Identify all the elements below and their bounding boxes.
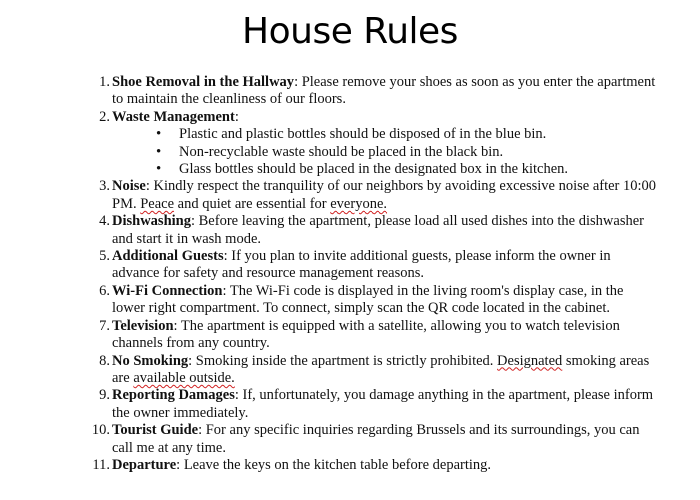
rule-number: 4 . [86,213,110,230]
rule-heading: Television [112,317,174,334]
spellcheck-word: Designated [497,352,563,369]
rule-text-cont: smoking areas are [112,352,650,386]
rule-heading: Waste Management [112,108,235,125]
rule-heading: Wi-Fi Connection [112,282,223,299]
rule-number: 8 . [86,353,110,370]
rule-departure [0,457,700,474]
rule-text: : Kindly respect the tranquility of our neighbors by avoiding excessive noise after 10:00 PM. [112,178,657,212]
bullet-item: • Glass bottles should be placed in the designated box in the kitchen. [112,161,660,178]
rule-heading: Shoe Removal in the Hallway [112,74,295,90]
rule-wifi-connection [0,283,700,318]
rule-tourist-guide [0,422,700,457]
rule-heading: Tourist Guide [112,422,199,439]
rule-number: 9 . [86,387,110,404]
rule-heading: Reporting Damages [112,387,235,404]
rule-number: 7 . [86,318,110,335]
rule-text: : Leave the keys on the kitchen table before departing. [176,456,492,473]
rule-waste-management [0,109,700,179]
rule-dishwashing [0,213,700,248]
rule-number: 3 . [86,178,110,195]
rule-no-smoking [0,353,700,388]
waste-bullet-list [112,126,660,178]
rule-heading: Dishwashing [112,213,191,230]
rules-list [0,74,700,474]
rule-text: : [234,108,239,125]
rule-heading: No Smoking [112,352,189,369]
rule-noise [0,178,700,213]
rule-number: 5 . [86,248,110,265]
rule-number: 10 . [82,422,110,439]
rule-heading: Noise [112,178,146,195]
rule-text: : Please remove your shoes as soon as you enter the apartment to maintain the cleanliness of our floors. [112,74,656,108]
rule-text: : If you plan to invite additional guests, please inform the owner in advance for safety and resource management reasons. [112,248,611,282]
rule-text: : Smoking inside the apartment is strictly prohibited. [188,352,498,369]
spellcheck-word: available outside. [133,369,235,386]
rule-text: : If, unfortunately, you damage anything in the apartment, please inform the owner immediately. [112,387,654,421]
rule-text: : For any specific inquiries regarding Brussels and its surroundings, you can call me at any time. [112,422,640,456]
rule-text: : Before leaving the apartment, please load all used dishes into the dishwasher and start it in wash mode. [112,213,644,247]
rule-shoe-removal [0,74,700,109]
rule-additional-guests [0,248,700,283]
page-title: House Rules [242,11,458,52]
rule-text: : The Wi-Fi code is displayed in the living room's display case, in the lower right compartment. To connect, simply scan the QR code located in the cabinet. [112,282,624,317]
rule-text: : The apartment is equipped with a satellite, allowing you to watch television channels from any country. [112,317,620,352]
spellcheck-word: everyone. [330,195,388,212]
rule-number: 1 . [86,74,110,91]
bullet-item: • Non-recyclable waste should be placed in the black bin. [112,144,660,161]
rule-text-cont: and quiet are essential for [174,195,331,212]
rule-heading: Additional Guests [112,248,224,265]
rule-television [0,318,700,353]
spellcheck-word: Peace [140,195,175,212]
rule-number: 6 . [86,283,110,300]
bullet-item: • Plastic and plastic bottles should be disposed of in the blue bin. [112,126,660,143]
rule-number: 2 . [86,109,110,126]
rule-number: 11 . [82,457,110,474]
rule-heading: Departure [112,456,177,473]
rule-reporting-damages [0,387,700,422]
